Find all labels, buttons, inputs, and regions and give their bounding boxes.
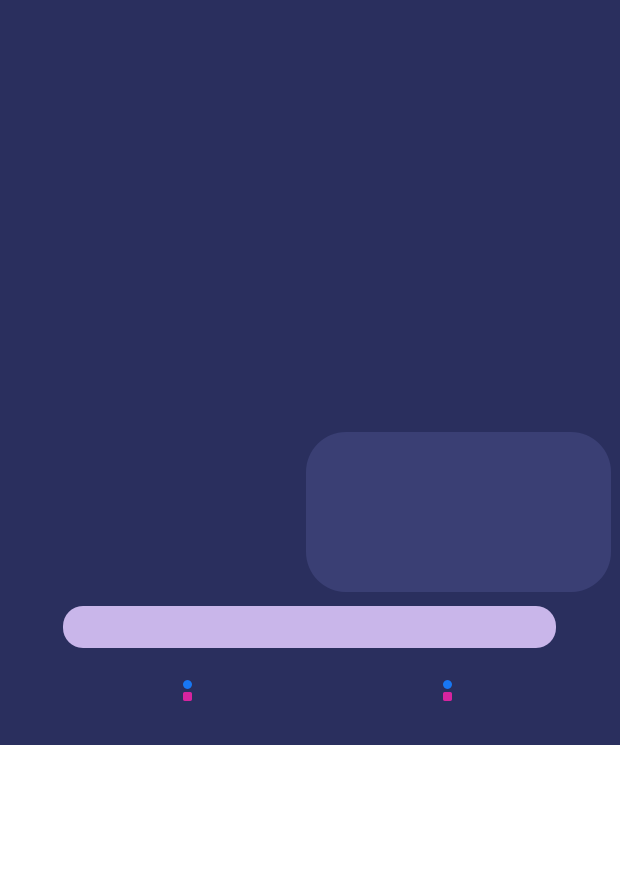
footer [0,745,620,876]
info-banner [63,606,556,648]
section-education [80,673,300,701]
logo-ust [45,795,175,803]
participate-box [306,432,611,592]
instagram-icon [183,692,192,701]
facebook-icon [183,680,192,689]
section-culture [340,673,560,701]
logo-percorsi [470,795,580,817]
facebook-icon [443,680,452,689]
instagram-icon [443,692,452,701]
logo-regione [270,795,380,799]
